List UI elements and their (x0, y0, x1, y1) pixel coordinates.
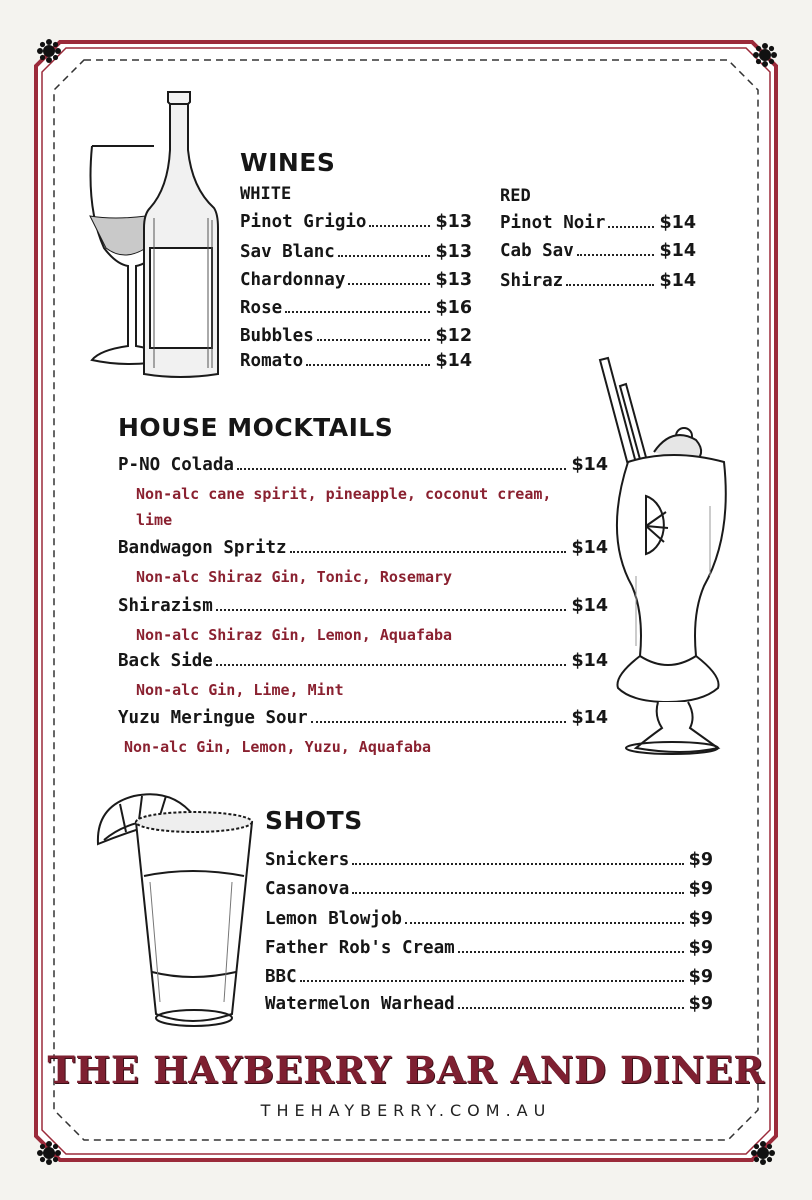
menu-item (240, 326, 472, 346)
item-price: $14 (571, 538, 608, 558)
dot-leader (290, 551, 567, 553)
dot-leader (577, 254, 655, 256)
corner-flower-icon (36, 38, 62, 64)
corner-flower-icon (752, 42, 778, 68)
menu-item (118, 455, 608, 475)
item-price: $9 (688, 909, 713, 929)
corner-flower-icon (750, 1140, 776, 1166)
item-name: Casanova (265, 879, 350, 899)
menu-item (265, 938, 713, 958)
hurricane-glass-icon (592, 356, 738, 764)
item-price: $14 (659, 241, 696, 261)
item-price: $9 (688, 994, 713, 1014)
item-name: Chardonnay (240, 270, 346, 290)
item-price: $14 (435, 351, 472, 371)
item-name: Sav Blanc (240, 242, 335, 262)
restaurant-name: THE HAYBERRY BAR AND DINER (47, 1048, 765, 1092)
dot-leader (348, 283, 430, 285)
item-price: $14 (659, 213, 696, 233)
item-name: Shiraz (500, 271, 564, 291)
item-price: $9 (688, 879, 713, 899)
menu-item (240, 351, 472, 371)
dot-leader (338, 255, 431, 257)
item-name: Snickers (265, 850, 350, 870)
white-wines-label: WHITE (240, 184, 292, 204)
menu-item (500, 213, 696, 233)
item-description: Non-alc Shiraz Gin, Lemon, Aquafaba (136, 626, 453, 644)
item-description: Non-alc cane spirit, pineapple, coconut cream, lime (136, 485, 552, 529)
menu-item (240, 212, 472, 232)
dot-leader (458, 951, 684, 953)
menu-item (500, 241, 696, 261)
item-name: Bubbles (240, 326, 314, 346)
item-price: $13 (435, 270, 472, 290)
item-name: Bandwagon Spritz (118, 538, 287, 558)
item-price: $14 (571, 708, 608, 728)
dot-leader (352, 863, 683, 865)
dot-leader (216, 664, 567, 666)
dot-leader (237, 468, 567, 470)
dot-leader (300, 980, 684, 982)
item-name: Lemon Blowjob (265, 909, 402, 929)
dot-leader (285, 311, 430, 313)
corner-flower-icon (36, 1140, 62, 1166)
shots-heading: SHOTS (265, 806, 363, 835)
wine-bottle-icon (140, 88, 224, 384)
menu-item (118, 708, 608, 728)
dot-leader (352, 892, 683, 894)
dot-leader (306, 364, 430, 366)
item-name: BBC (265, 967, 297, 987)
item-price: $13 (435, 212, 472, 232)
item-name: Rose (240, 298, 283, 318)
item-price: $13 (435, 242, 472, 262)
menu-item (265, 850, 713, 870)
item-name: Back Side (118, 651, 213, 671)
item-name: Romato (240, 351, 304, 371)
menu-item (118, 538, 608, 558)
dot-leader (608, 226, 654, 228)
menu-item (240, 298, 472, 318)
item-name: Pinot Noir (500, 213, 606, 233)
item-price: $12 (435, 326, 472, 346)
item-price: $16 (435, 298, 472, 318)
wines-heading: WINES (240, 148, 336, 177)
dot-leader (311, 721, 567, 723)
item-description: Non-alc Shiraz Gin, Tonic, Rosemary (136, 568, 453, 586)
item-description: Non-alc Gin, Lemon, Yuzu, Aquafaba (124, 738, 432, 756)
item-name: Yuzu Meringue Sour (118, 708, 308, 728)
red-wines-label: RED (500, 186, 531, 206)
item-name: Pinot Grigio (240, 212, 367, 232)
item-name: P-NO Colada (118, 455, 234, 475)
mocktails-heading: HOUSE MOCKTAILS (118, 413, 394, 442)
item-price: $9 (688, 850, 713, 870)
dot-leader (566, 284, 654, 286)
item-name: Watermelon Warhead (265, 994, 455, 1014)
dot-leader (317, 339, 431, 341)
menu-item (118, 651, 608, 671)
shot-glass-icon (92, 782, 262, 1038)
item-price: $14 (659, 271, 696, 291)
item-price: $9 (688, 967, 713, 987)
item-price: $14 (571, 651, 608, 671)
menu-item (240, 270, 472, 290)
menu-item (118, 596, 608, 616)
item-name: Father Rob's Cream (265, 938, 455, 958)
dot-leader (405, 922, 684, 924)
dot-leader (369, 225, 430, 227)
website-url[interactable]: THEHAYBERRY.COM.AU (260, 1101, 552, 1120)
item-name: Cab Sav (500, 241, 574, 261)
item-name: Shirazism (118, 596, 213, 616)
menu-item (265, 967, 713, 987)
dot-leader (216, 609, 567, 611)
item-description: Non-alc Gin, Lime, Mint (136, 681, 344, 699)
menu-item (500, 271, 696, 291)
menu-item (265, 879, 713, 899)
menu-item (265, 909, 713, 929)
menu-item (240, 242, 472, 262)
dot-leader (458, 1007, 684, 1009)
item-price: $14 (571, 455, 608, 475)
item-price: $9 (688, 938, 713, 958)
item-price: $14 (571, 596, 608, 616)
menu-item (265, 994, 713, 1014)
